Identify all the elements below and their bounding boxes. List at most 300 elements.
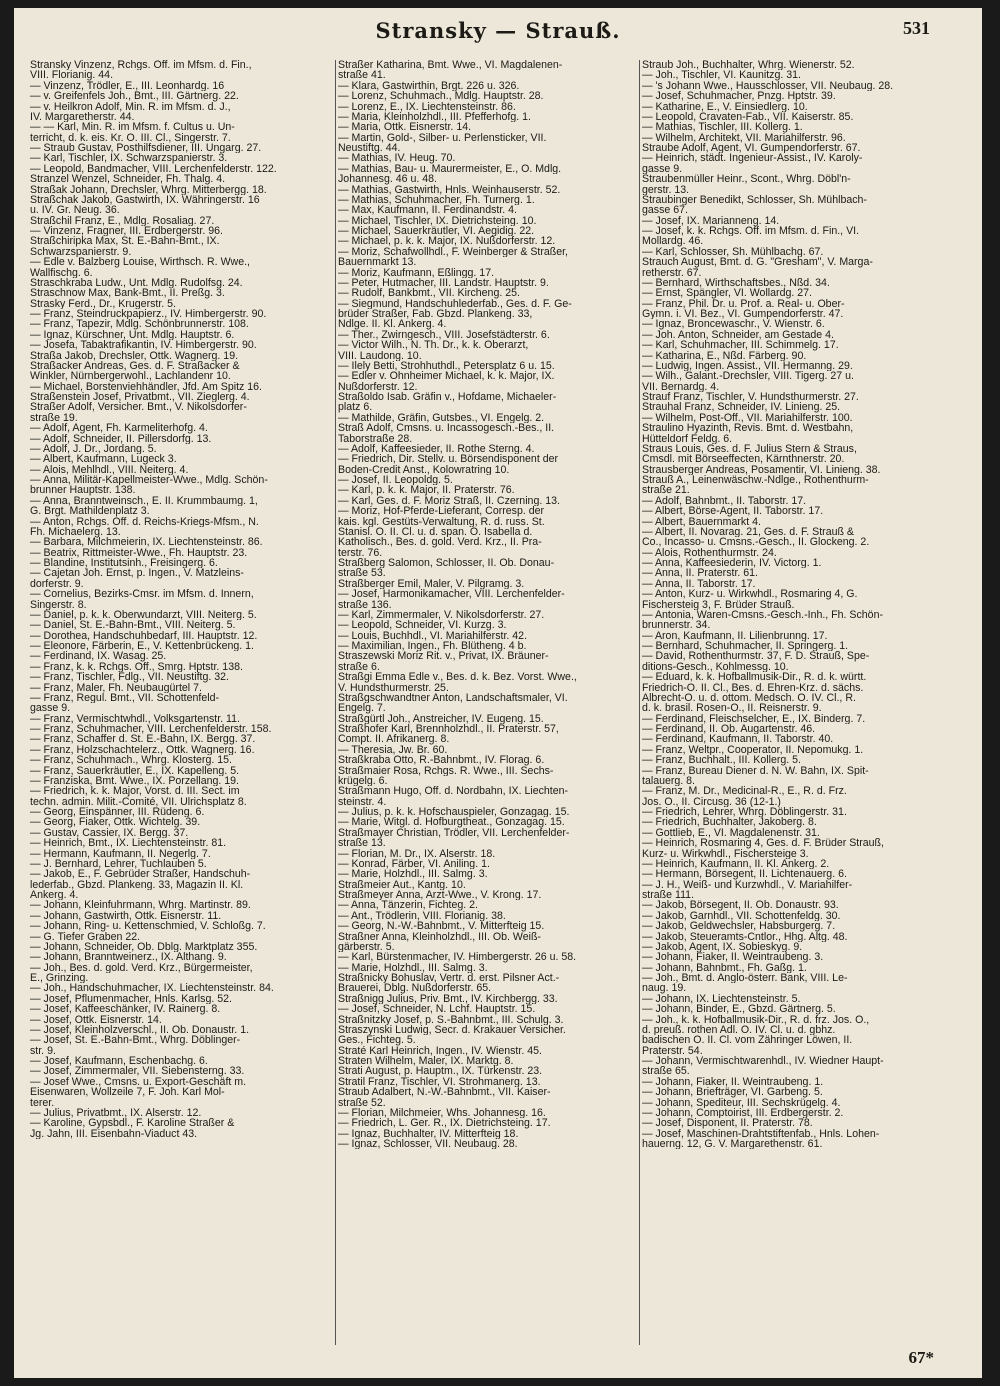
directory-entry-line: Winkler, Nürnbergerwohl., Lachlandenr 10. [30, 371, 231, 382]
directory-entry-line: Straßnicky Bohuslav, Vertr. d. erst. Pilsner Act.- [338, 973, 560, 984]
directory-entry-line: Straßak Johann, Drechsler, Whrg. Mitterbergg. 18. [30, 184, 267, 195]
directory-entry-line: — Albert, Börse-Agent, II. Taborstr. 17. [642, 506, 824, 517]
directory-entry-line: — Peter, Hutmacher, III. Landstr. Hauptstr. 9. [338, 277, 549, 289]
directory-entry-line: — Adolf, Schneider, II. Pillersdorfg. 13. [30, 433, 212, 444]
directory-entry-line: — Anna, II. Taborstr. 17. [642, 578, 756, 590]
directory-entry-line: E., Grinzing. [30, 973, 89, 984]
directory-entry-line: — Louis, Buchhdl., VI. Mariahilferstr. 42. [338, 630, 528, 641]
directory-entry-line: — Ignaz, Schlosser, VII. Neubaug. 28. [338, 1139, 518, 1150]
directory-entry-line: — Cajetan Joh. Ernst, p. Ingen., V. Matzleins- [30, 568, 244, 579]
directory-entry-line: — Marie, Witgl. d. Hofburgtheat., Gonzagag. 15. [338, 817, 565, 828]
directory-entry-line: — Blandine, Institutsinh., Freisingerg. 6. [30, 558, 218, 569]
directory-entry-line: Straßa Jakob, Drechsler, Ottk. Wagnerg. 19. [30, 350, 239, 361]
directory-entry-line: Fh. Michaelerg. 13. [30, 526, 121, 538]
directory-entry-line: dorferstr. 9. [30, 578, 84, 590]
directory-entry-line: — Josef, Kaufmann, Eschenbachg. 6. [30, 1056, 208, 1067]
directory-entry-line: — Jakob, Garnhdl., VII. Schottenfeldg. 30. [642, 910, 841, 922]
directory-entry-line: — Albert, II. Novarag. 21, Ges. d. F. Strauß & [642, 526, 854, 538]
directory-entry-line: — Jakob, Steueramts-Cntlor., Hhg. Altg. 48. [642, 931, 848, 942]
directory-entry-line: brunner Hauptstr. 138. [30, 485, 136, 496]
directory-column-2 [338, 60, 638, 1345]
directory-entry-line: Straszewski Moriz Rit. v., Privat, IX. Bräuner- [338, 651, 549, 662]
directory-entry-line: — Marie, Holzhdl., III. Salmg. 3. [338, 869, 488, 880]
sheet-signature: 67* [908, 1348, 934, 1367]
directory-entry-line: — Karl, Ges. d. F. Moriz Straß, II. Czerning. 13. [338, 495, 560, 507]
directory-entry-line: — Franz, Bureau Diener d. N. W. Bahn, IX. Spit- [642, 765, 869, 776]
directory-entry-line: — Franz, Regul. Bmt., VII. Schottenfeld- [30, 692, 219, 704]
directory-entry-line: — Mathias, Bau- u. Maurermeister, E., O. Mdlg. [338, 163, 562, 175]
directory-entry-line: — Edler v. Ohnheimer Michael, k. k. Major, IX. [338, 371, 555, 382]
directory-entry-line: — Franz, Schaffer d. St. E.-Bahn, IX. Bergg. 37. [30, 734, 256, 745]
directory-entry-line: Schwarzspanierstr. 9. [30, 246, 132, 258]
page-title: Stransky — Strauß. [375, 18, 621, 43]
directory-entry-line: Bauernmarkt 13. [338, 257, 417, 268]
directory-entry-line: — v. Greifenfels Joh., Bmt., III. Gärtnerg. 22. [30, 91, 239, 102]
directory-entry-line: Ankerg. 4. [30, 890, 79, 901]
directory-entry-line: Gymn. i. VI. Bez., VI. Gumpendorferstr. 47. [642, 309, 844, 320]
directory-entry-line: straße 111. [642, 890, 695, 901]
directory-entry-line: kais. kgl. Gestüts-Verwaltung, R. d. russ. St. [338, 516, 545, 527]
directory-entry-line: — Moriz, Hof-Pferde-Lieferant, Corresp. der [338, 506, 545, 517]
directory-entry-line: — Karl, Bürstenmacher, IV. Himbergerstr. 26 u. 58. [338, 952, 577, 963]
directory-entry-line: brüder Straßer, Fab. Gbzd. Plankeng. 33, [338, 309, 533, 320]
directory-entry-line: — Jakob, E., F. Gebrüder Straßer, Handschuh- [30, 869, 251, 880]
directory-entry-line: — Anton, Kurz- u. Wirkwhdl., Rosmaring 4, G. [642, 589, 858, 600]
directory-entry-line: — G. Tiefer Graben 22. [30, 931, 141, 942]
directory-entry-line: V. Hundsthurmerstr. 25. [338, 682, 449, 693]
directory-entry-line: — Karl, Tischler, IX. Schwarzspanierstr. 3. [30, 153, 228, 164]
directory-entry-line: — Daniel, p. k. k. Oberwundarzt, VIII. Neiterg. 5. [30, 609, 257, 621]
directory-entry-line: — Ignaz, Broncewaschr., V. Wienstr. 6. [642, 319, 825, 330]
directory-entry-line: terricht, d. k. eis. Kr. O. III. Cl., Singerstr. 7. [30, 132, 231, 143]
directory-entry-line: — Jakob, Agent, IX. Sobieskyg. 9. [642, 941, 803, 953]
directory-entry-line: — Marie, Holzhdl., III. Salmg. 3. [338, 962, 488, 973]
directory-entry-line: Straßner Anna, Kleinholzhdl., III. Ob. Weiß- [338, 931, 541, 942]
directory-entry-line: — Johann, Spediteur, III. Sechskrügelg. 4. [642, 1097, 841, 1108]
directory-entry-line: Straubinger Benedikt, Schlosser, Sh. Mühlbach- [642, 194, 867, 206]
directory-entry-line: — Katharina, E., Nßd. Färberg. 90. [642, 350, 807, 361]
directory-entry-line: Straulino Hyazinth, Revis. Bmt. d. Westbahn, [642, 423, 854, 434]
directory-entry-line: — Ferdinand, IX. Wasag. 25. [30, 651, 167, 662]
directory-entry-line: — Straub Gustav, Posthilfsdiener, III. Ungarg. 27. [30, 143, 262, 154]
directory-entry-line: steinstr. 4. [338, 796, 387, 807]
directory-entry-line: Singerstr. 8. [30, 599, 87, 610]
directory-entry-line: Jos. O., II. Circusg. 36 (12-1.) [642, 796, 781, 807]
directory-entry-line: — Adolf, Agent, Fh. Karmeliterhofg. 4. [30, 423, 208, 434]
directory-entry-line: str. 9. [30, 1045, 56, 1056]
page-header [14, 18, 982, 54]
directory-entry-line: Straßchiripka Max, St. E.-Bahn-Bmt., IX. [30, 236, 220, 247]
directory-entry-line: — Ant., Trödlerin, VIII. Florianig. 38. [338, 910, 506, 922]
directory-entry-line: Stransky Vinzenz, Rchgs. Off. im Mfsm. d. Fin., [30, 60, 252, 71]
directory-entry-line: — Josef, Maschinen-Drahtstiftenfab., Hnls. Lohen- [642, 1128, 880, 1139]
directory-entry-line: G. Brgt. Mathildenplatz 3. [30, 506, 150, 517]
directory-entry-line: — Josef, II. Leopoldg. 5. [338, 475, 453, 486]
directory-entry-line: — v. Heilkron Adolf, Min. R. im Mfsm. d. J., [30, 101, 231, 112]
directory-entry-line: — Rudolf, Bankbmt., VII. Kircheng. 25. [338, 288, 520, 299]
directory-entry-line: — Maximilian, Ingen., Fh. Blütheng. 4 b. [338, 641, 527, 652]
directory-entry-line: Straté Karl Heinrich, Ingen., IV. Wienstr. 45. [338, 1045, 542, 1056]
directory-entry-line: krügelg. 6. [338, 775, 388, 787]
directory-entry-line: Straßoldo Isab. Gräfin v., Hofdame, Michaeler- [338, 392, 557, 403]
directory-entry-line: — Johann, Briefträger, VI. Garbeng. 5. [642, 1087, 823, 1098]
directory-entry-line: — Gottlieb, E., VI. Magdalenenstr. 31. [642, 827, 820, 839]
directory-entry-line: — Karl, p. k. k. Major, II. Praterstr. 76. [338, 485, 515, 496]
directory-entry-line: — Joh. Anton, Schneider, am Gestade 4. [642, 329, 834, 341]
directory-entry-line: — Karl, Zimmermaler, V. Nikolsdorferstr. 27. [338, 609, 545, 621]
directory-entry-line: — Mathias, Tischler, III. Kollerg. 1. [642, 122, 803, 133]
directory-entry-line: — Vinzenz, Fragner, III. Erdbergerstr. 96. [30, 226, 223, 237]
directory-entry-line: Strauhal Franz, Schneider, IV. Linieng. 25. [642, 402, 841, 413]
directory-entry-line: Straschkraba Ludw., Unt. Mdlg. Rudolfsg. 24. [30, 277, 243, 289]
directory-entry-line: — Michael, Borstenviehhändler, Jfd. Am Spitz 16. [30, 381, 263, 392]
directory-entry-line: — Anna, Branntweinsch., E. II. Krummbaumg. 1, [30, 495, 258, 507]
directory-entry-line: — — Karl, Min. R. im Mfsm. f. Cultus u. Un- [30, 122, 235, 133]
directory-entry-line: — Moriz, Kaufmann, Eßlingg. 17. [338, 267, 495, 278]
directory-entry-line: — Ferdinand, II. Ob. Augartenstr. 46. [642, 724, 816, 735]
directory-entry-line: Brauerei, Dblg. Nußdorferstr. 65. [338, 983, 492, 994]
directory-entry-line: Straß Adolf, Cmsns. u. Incassogesch.-Bes., II. [338, 423, 555, 434]
directory-entry-line: — Maria, Ottk. Eisnerstr. 14. [338, 122, 472, 133]
directory-entry-line: — Josef, St. E.-Bahn-Bmt., Whrg. Döblinger- [30, 1035, 241, 1046]
directory-entry-line: Compt. II. Afrikanerg. 8. [338, 734, 450, 745]
directory-entry-line: — Eleonore, Färberin, E., V. Kettenbrückeng. 1. [30, 641, 254, 652]
directory-entry-line: — Franz, Phil. Dr. u. Prof. a. Real- u. Ober- [642, 298, 845, 309]
directory-entry-line: — Jakob, Geldwechsler, Habsburgerg. 7. [642, 921, 836, 932]
directory-entry-line: — Siegmund, Handschuhlederfab., Ges. d. F. Ge- [338, 298, 572, 309]
directory-entry-line: — Johann, Fiaker, II. Weintraubeng. 3. [642, 952, 824, 963]
directory-entry-line: platz 6. [338, 402, 373, 413]
directory-entry-line: — Ferdinand, Fleischselcher, E., IX. Binderg. 7. [642, 713, 866, 724]
directory-entry-line: Stanisl. O. II. Cl. u. d. span. O. Isabella d. [338, 526, 533, 538]
directory-entry-line: — Ferdinand, Kaufmann, II. Taborstr. 40. [642, 734, 834, 745]
directory-entry-line: — Johann, Ring- u. Kettenschmied, V. Schloßg. 7. [30, 921, 266, 932]
directory-entry-line: — Daniel, St. E.-Bahn-Bmt., VIII. Neiterg. 5. [30, 620, 236, 631]
directory-entry-line: straße 53. [338, 568, 386, 579]
directory-entry-line: — Victor Wilh., N. Th. Dr., k. k. Oberarzt, [338, 340, 529, 351]
directory-entry-line: — Franz, Vermischtwhdl., Volksgartenstr. 11. [30, 713, 240, 724]
directory-entry-line: — Bernhard, Schuhmacher, II. Springerg. 1. [642, 641, 849, 652]
directory-entry-line: d. k. brasil. Rosen-O., II. Reisnerstr. 9. [642, 703, 822, 714]
directory-entry-line: lederfab., Gbzd. Plankeng. 33, Magazin II. Kl. [30, 879, 244, 890]
directory-entry-line: — Josef, Kaffeeschänker, IV. Rainerg. 8. [30, 1004, 221, 1015]
directory-entry-line: Straub Adalbert, N.-W.-Bahnbmt., VII. Kaiser- [338, 1087, 551, 1098]
directory-entry-line: — Franz, Sauerkräutler, E., IX. Kapelleng. 5. [30, 765, 240, 776]
directory-entry-line: Straßmayer Christian, Trödler, VII. Lerchenfelder- [338, 827, 570, 839]
directory-entry-line: — Lorenz, E., IX. Liechtensteinstr. 86. [338, 101, 516, 112]
directory-entry-line: — Adolf, J. Dr., Jordang. 5. [30, 443, 157, 455]
directory-entry-line: — Friedrich, L. Ger. R., IX. Dietrichsteing. 17. [338, 1118, 551, 1129]
directory-entry-line: Strasky Ferd., Dr., Krugerstr. 5. [30, 298, 176, 309]
page-number: 531 [903, 18, 930, 38]
directory-entry-line: Johannesg. 46 u. 48. [338, 174, 437, 185]
directory-entry-line: — Anna, Tänzerin, Fichteg. 2. [338, 900, 478, 911]
directory-entry-line: Straßchil Franz, E., Mdlg. Rosaliag. 27. [30, 215, 215, 226]
directory-entry-line: gasse 9. [30, 703, 71, 714]
directory-entry-line: Katholisch., Bes. d. gold. Verd. Krz., II. Pra- [338, 537, 542, 548]
directory-entry-line: — Franz, Tapezir, Mdlg. Schönbrunnerstr. 108. [30, 319, 249, 330]
directory-entry-line: Straubenmüller Heinr., Scont., Whrg. Döbl'n- [642, 174, 851, 185]
directory-entry-line: Kurz- u. Wirkwhdl., Fischersteige 3. [642, 848, 809, 859]
directory-entry-line: — Maria, Kleinholzhdl., III. Pfefferhofg. 1. [338, 111, 531, 123]
directory-entry-line: — Johann, Vermischtwarenhdl., IV. Wiedner Haupt- [642, 1056, 884, 1067]
directory-entry-line: — J. Bernhard, Lehrer, Tuchlauben 5. [30, 858, 207, 870]
directory-entry-line: VIII. Laudong. 10. [338, 350, 422, 361]
directory-entry-line: Fischersteig 3, F. Brüder Strauß. [642, 599, 795, 610]
directory-entry-line: — Ludwig, Ingen. Assist., VII. Hermanng. 29. [642, 360, 853, 372]
directory-entry-line: straße 21. [642, 485, 690, 496]
directory-entry-line: — Franz, Holzschachtelerz., Ottk. Wagnerg. 16. [30, 744, 255, 756]
directory-entry-line: Neustiftg. 44. [338, 143, 401, 154]
directory-entry-line: — Max, Kaufmann, II. Ferdinandstr. 4. [338, 205, 517, 216]
directory-entry-line: — Johann, Branntweinerz., IX. Althang. 9. [30, 952, 227, 963]
directory-entry-line: Straßer Adolf, Versicher. Bmt., V. Nikolsdorfer- [30, 402, 247, 413]
directory-entry-line: — Alois, Mehlhdl., VIII. Neiterg. 4. [30, 464, 189, 475]
directory-entry-line: — Josef, Harmonikamacher, VIII. Lerchenfelder- [338, 589, 565, 600]
directory-entry-line: — Franz, k. k. Rchgs. Off., Smrg. Hptstr. 138. [30, 661, 243, 673]
directory-entry-line: straße 13. [338, 838, 386, 849]
directory-entry-line: straße 136. [338, 599, 392, 610]
directory-entry-line: — Vinzenz, Trödler, E., III. Leonhardg. 16 [30, 80, 225, 92]
directory-entry-line: VII. Bernardg. 4. [642, 381, 720, 392]
directory-entry-line: — Friedrich, Lehrer, Whrg. Döblingerstr. 31. [642, 807, 847, 818]
directory-entry-line: Ndlge. II. Kl. Ankerg. 4. [338, 319, 447, 330]
directory-entry-line: — Franziska, Bmt. Wwe., IX. Porzellang. 19. [30, 775, 239, 787]
directory-entry-line: — Hermann, Börsegent, II. Lichtenauerg. 6. [642, 869, 847, 880]
directory-entry-line: brunnerstr. 34. [642, 620, 711, 631]
directory-entry-line: Co., Incasso- u. Cmsns.-Gesch., II. Glockeng. 2. [642, 537, 870, 548]
directory-entry-line: — Edle v. Balzberg Louise, Wirthsch. R. Wwe., [30, 257, 250, 268]
directory-entry-line: — Johann, Gastwirth, Ottk. Eisnerstr. 11. [30, 910, 222, 922]
directory-entry-line: — Lorenz, Schuhmach., Mdlg. Hauptstr. 28. [338, 91, 544, 102]
directory-entry-line: — Josefa, Tabaktrafikantin, IV. Himbergerstr. 90. [30, 340, 257, 351]
directory-entry-line: ditions-Gesch., Kohlmessg. 10. [642, 661, 789, 673]
directory-entry-line: — Eduard, k. k. Hofballmusik-Dir., R. d. k. württ. [642, 672, 867, 683]
directory-entry-line: — Mathias, Gastwirth, Hnls. Weinhauserstr. 52. [338, 184, 561, 195]
directory-entry-line: — Karl, Schuhmacher, III. Schimmelg. 17. [642, 340, 839, 351]
directory-entry-line: — Ernst, Spängler, VI. Wollardg. 27. [642, 288, 812, 299]
directory-entry-line: — Johann, Kleinfuhrmann, Whrg. Martinstr. 89. [30, 900, 251, 911]
directory-entry-line: — Georg, Fiaker, Ottk. Wichtelg. 39. [30, 817, 201, 828]
directory-entry-line: — Adolf, Kaffeesieder, II. Rothe Sterng. 4. [338, 443, 535, 455]
directory-entry-line: Strauf Franz, Tischler, V. Hundsthurmerstr. 27. [642, 392, 859, 403]
directory-entry-line: — Julius, Privatbmt., IX. Alserstr. 12. [30, 1107, 202, 1119]
directory-entry-line: — Josef, k. k. Rchgs. Off. im Mfsm. d. Fin., VI. [642, 226, 860, 237]
directory-entry-line: — Friedrich, Buchhalter, Jakoberg. 8. [642, 817, 817, 828]
directory-entry-line: Hütteldorf Feldg. 6. [642, 433, 733, 444]
directory-entry-line: Taborstraße 28. [338, 433, 413, 444]
directory-entry-line: — Jakob, Börsegent, II. Ob. Donaustr. 93. [642, 900, 839, 911]
directory-entry-line: — Leopold, Schneider, VI. Kurzg. 3. [338, 620, 507, 631]
directory-entry-line: talauerg. 8. [642, 775, 696, 787]
directory-entry-line: — J. H., Weiß- und Kurzwhdl., V. Mariahilfer- [642, 879, 853, 890]
directory-entry-line: — Mathilde, Gräfin, Gutsbes., VI. Engelg. 2. [338, 412, 545, 424]
directory-entry-line: — Josef, Pflumenmacher, Hnls. Karlsg. 52. [30, 993, 232, 1005]
directory-entry-line: IV. Margaretherstr. 44. [30, 111, 135, 123]
directory-entry-line: — Michael, p. k. k. Major, IX. Nußdorferstr. 12. [338, 236, 556, 247]
directory-entry-line: — Josef Wwe., Cmsns. u. Export-Geschäft m. [30, 1076, 247, 1088]
directory-entry-line: — Antonia, Waren-Cmsns.-Gesch.-Inh., Fh. Schön- [642, 609, 883, 621]
directory-entry-line: u. IV. Gr. Neug. 36. [30, 205, 120, 216]
directory-entry-line: — Julius, p. k. k. Hofschauspieler, Gonzagag. 15. [338, 807, 570, 818]
directory-entry-line: — Ignaz, Buchhalter, IV. Mitterfteig 18. [338, 1128, 519, 1139]
directory-entry-line: Straßmaier Rosa, Rchgs. R. Wwe., III. Sechs- [338, 765, 554, 776]
directory-entry-line: — Franz, M. Dr., Medicinal-R., E., R. d. Frz. [642, 786, 847, 797]
directory-entry-line: terer. [30, 1097, 55, 1108]
directory-entry-line: terstr. 76. [338, 547, 383, 558]
directory-entry-line: — Ignaz, Kürschner, Unt. Mdlg. Hauptstr. 6. [30, 329, 235, 341]
directory-entry-line: — Franz, Tischler, Fdlg., VII. Neustiftg. 32. [30, 672, 229, 683]
directory-entry-line: gärberstr. 5. [338, 941, 395, 953]
directory-entry-line: techn. admin. Milit.-Comité, VII. Ulrichsplatz 8. [30, 796, 247, 807]
directory-entry-line: Ges., Fichteg. 5. [338, 1035, 416, 1046]
directory-entry-line: — Franz, Steindruckpapierz., IV. Himbergerstr. 90. [30, 309, 267, 320]
directory-entry-line: Straßacker Andreas, Ges. d. F. Straßacker & [30, 360, 240, 372]
directory-entry-line: — Josef, Disponent, II. Praterstr. 78. [642, 1118, 813, 1129]
directory-entry-line: — Joh., k. k. Hofballmusik-Dir., R. d. frz. Jos. O., [642, 1014, 870, 1025]
directory-entry-line: — Alois, Rothenthurmstr. 24. [642, 547, 777, 558]
directory-entry-line: — Albert, Bauernmarkt 4. [642, 516, 761, 527]
directory-entry-line: — Florian, M. Dr., IX. Alserstr. 18. [338, 848, 496, 859]
directory-entry-line: — Leopold, Bandmacher, VIII. Lerchenfelderstr. 122. [30, 163, 277, 175]
directory-column-3 [642, 60, 964, 1345]
directory-entry-line: Engelg. 7. [338, 703, 386, 714]
directory-entry-line: Straßgürtl Joh., Anstreicher, IV. Eugeng. 15. [338, 713, 544, 724]
directory-entry-line: badischen O. II. Cl. vom Zähringer Löwen, II. [642, 1035, 853, 1046]
directory-page [14, 8, 982, 1378]
directory-entry-line: — Ilely Betti, Strohhuthdl., Petersplatz 6 u. 15. [338, 360, 555, 372]
directory-entry-line: — Albert, Kaufmann, Lugeck 3. [30, 454, 177, 465]
directory-entry-line: — Michael, Sauerkräutler, VI. Aegidig. 22. [338, 226, 535, 237]
directory-entry-line: Straßberger Emil, Maler, V. Pilgramg. 3. [338, 578, 525, 590]
directory-entry-line: Straßgschwandtner Anton, Landschaftsmaler, VI. [338, 692, 568, 704]
directory-entry-line: — Leopold, Cravaten-Fab., VII. Kaiserstr. 85. [642, 111, 854, 123]
directory-entry-line: Straßmeier Aut., Kantg. 10. [338, 879, 466, 890]
directory-entry-line: — Josef, Schuhmacher, Pnzg. Hptstr. 39. [642, 91, 836, 102]
directory-entry-line: — Josef, IX. Marianneng. 14. [642, 215, 780, 226]
directory-entry-line: gerstr. 13. [642, 184, 690, 195]
directory-entry-line: Nußdorferstr. 12. [338, 381, 418, 392]
directory-entry-line: gasse 67. [642, 205, 688, 216]
directory-entry-line: Mollardg. 46. [642, 236, 704, 247]
directory-column-1 [30, 60, 336, 1345]
directory-entry-line: — Heinrich, Kaufmann, II. Kl. Ankerg. 2. [642, 858, 830, 870]
directory-entry-line: Straschnow Max, Bank-Bmt., II. Preßg. 3. [30, 288, 225, 299]
directory-entry-line: — Josef, Ottk. Eisnerstr. 14. [30, 1014, 162, 1025]
directory-entry-line: — Heinrich, städt. Ingenieur-Assist., IV. Karoly- [642, 153, 863, 164]
directory-entry-line: — Wilh., Galant.-Drechsler, VIII. Tigerg. 27 u. [642, 371, 854, 382]
directory-entry-line: — Wilhelm, Post-Off., VII. Mariahilferstr. 100. [642, 412, 853, 424]
directory-entry-line: — Johann, Fiaker, II. Weintraubeng. 1. [642, 1076, 824, 1088]
directory-entry-line: Stratil Franz, Tischler, VI. Strohmanerg. 13. [338, 1076, 541, 1088]
directory-entry-line: gasse 9. [642, 163, 683, 175]
directory-entry-line: Strausberger Andreas, Posamentir, VI. Linieng. 38. [642, 464, 881, 475]
directory-entry-line: — Josef, Schneider, N. Lchf. Hauptstr. 15. [338, 1004, 536, 1015]
directory-entry-line: — Joh., Tischler, VI. Kaunitzg. 31. [642, 70, 801, 81]
directory-entry-line: Straten Wilhelm, Maler, IX. Marktg. 8. [338, 1056, 514, 1067]
directory-entry-line: Strauch August, Bmt. d. G. "Gresham", V. Marga- [642, 257, 873, 268]
directory-entry-line: — Franz, Schuhmacher, VIII. Lerchenfelderstr. 158. [30, 724, 272, 735]
directory-entry-line: — Barbara, Milchmeierin, IX. Liechtensteinstr. 86. [30, 537, 263, 548]
directory-entry-line: — Cornelius, Bezirks-Cmsr. im Mfsm. d. Innern, [30, 589, 254, 600]
directory-entry-line: retherstr. 67. [642, 267, 702, 278]
directory-entry-line: Straßkraba Otto, R.-Bahnbmt., IV. Florag. 6. [338, 755, 545, 766]
directory-entry-line: — Heinrich, Bmt., IX. Liechtensteinstr. 81. [30, 838, 227, 849]
directory-entry-line: straße 65. [642, 1066, 690, 1077]
directory-entry-line: Straßmann Hugo, Off. d. Nordbahn, IX. Liechten- [338, 786, 569, 797]
directory-entry-line: Praterstr. 54. [642, 1045, 703, 1056]
directory-entry-line: straße 41. [338, 70, 386, 81]
directory-entry-line: Straszynski Ludwig, Secr. d. Krakauer Versicher. [338, 1024, 566, 1036]
directory-entry-line: — Johann, Binder, E., Gbzd. Gärtnerg. 5. [642, 1004, 836, 1015]
directory-entry-line: hauerng. 12, G. V. Margarethenstr. 61. [642, 1139, 823, 1150]
directory-entry-line: — Theresia, Jw. Br. 60. [338, 744, 448, 756]
directory-entry-line: — Johann, Comptoirist, III. Erdbergerstr. 2. [642, 1107, 844, 1119]
directory-entry-line: — Katharine, E., V. Einsiedlerg. 10. [642, 101, 808, 112]
directory-entry-line: — Anton, Rchgs. Off. d. Reichs-Kriegs-Mfsm., N. [30, 516, 259, 527]
directory-entry-line: Straßnitzky Josef, p. S.-Bahnbmt., III. Schulg. 3. [338, 1014, 564, 1025]
directory-entry-line: — Johann, Bahnbmt., Fh. Gaßg. 1. [642, 962, 807, 973]
directory-entry-line: — Johann, IX. Liechtensteinstr. 5. [642, 993, 801, 1005]
column-divider [639, 60, 640, 1345]
directory-entry-line: Straßgi Emma Edle v., Bes. d. k. Bez. Vorst. Wwe., [338, 672, 577, 683]
directory-entry-line: Friedrich-O. II. Cl., Bes. d. Ehren-Krz. d. sächs. [642, 682, 864, 693]
directory-entry-line: — Mathias, Schuhmacher, Fh. Turnerg. 1. [338, 194, 535, 206]
directory-entry-line: — Aron, Kaufmann, II. Lilienbrunng. 17. [642, 630, 828, 641]
directory-entry-line: VIII. Florianig. 44. [30, 70, 114, 81]
directory-entry-line: Straub Joh., Buchhalter, Whrg. Wienerstr. 52. [642, 60, 855, 71]
directory-entry-line: — Bernhard, Wirthschaftsbes., Nßd. 34. [642, 277, 830, 289]
directory-entry-line: — Josef, Kleinholzverschl., II. Ob. Donaustr. 1. [30, 1024, 250, 1036]
directory-entry-line: — Joh., Handschuhmacher, IX. Liechtensteinstr. 84. [30, 983, 274, 994]
directory-entry-line: — Adolf, Bahnbmt., II. Taborstr. 17. [642, 495, 807, 507]
directory-entry-line: Straßnigg Julius, Priv. Bmt., IV. Kirchbergg. 33. [338, 993, 558, 1005]
directory-entry-line: — Friedrich, k. k. Major, Vorst. d. III. Sect. im [30, 786, 240, 797]
directory-entry-line: — Karoline, Gypsbdl., F. Karoline Straßer & [30, 1118, 235, 1129]
directory-entry-line: — Wilhelm, Architekt, VII. Mariahilferstr. 96. [642, 132, 846, 143]
directory-entry-line: — Michael, Tischler, IX. Dietrichsteing. 10. [338, 215, 537, 226]
directory-entry-line: Jg. Jahn, III. Eisenbahn-Viaduct 43. [30, 1128, 198, 1139]
directory-entry-line: — Josef, Zimmermaler, VII. Siebensterng. 33. [30, 1066, 245, 1077]
directory-entry-line: — David, Rothenthurmstr. 37, F. D. Strauß, Spe- [642, 651, 870, 662]
directory-entry-line: — Georg, Einspänner, III. Rüdeng. 6. [30, 807, 205, 818]
directory-entry-line: — Mathias, IV. Heug. 70. [338, 153, 456, 164]
directory-entry-line: — Franz, Maler, Fh. Neubaugürtel 7. [30, 682, 202, 693]
directory-entry-line: — Johann, Schneider, Ob. Dblg. Marktplatz 355. [30, 941, 258, 953]
directory-entry-line: — Ther., Zwirngesch., VIII. Josefstädterstr. 6. [338, 329, 550, 341]
directory-entry-line: Strauß A., Leinenwäschw.-Ndlge., Rothenthurm- [642, 475, 869, 486]
directory-entry-line: Albrecht-O. u. d. ottom. Medsch. O. IV. Cl., R. [642, 692, 856, 704]
directory-entry-line: — Gustav, Cassier, IX. Bergg. 37. [30, 827, 189, 839]
directory-entry-line: — Joh., Bmt. d. Anglo-österr. Bank, VIII. Le- [642, 973, 848, 984]
directory-entry-line: naug. 19. [642, 983, 687, 994]
directory-entry-line: — Friedrich, Dir. Stellv. u. Börsendisponent der [338, 454, 559, 465]
directory-entry-line: — Anna, II. Praterstr. 61. [642, 568, 758, 579]
directory-entry-line: — Klara, Gastwirthin, Brgt. 226 u. 326. [338, 80, 520, 92]
directory-entry-line: Straßberg Salomon, Schlosser, II. Ob. Donau- [338, 558, 555, 569]
directory-entry-line: Straus Louis, Ges. d. F. Julius Stern & Straus, [642, 443, 857, 455]
directory-entry-line: — Anna, Militär-Kapellmeister-Wwe., Mdlg. Schön- [30, 475, 268, 486]
directory-entry-line: Eisenwaren, Wollzeile 7, F. Joh. Karl Mol- [30, 1087, 225, 1098]
directory-entry-line: Straßer Katharina, Bmt. Wwe., VI. Magdalenen- [338, 60, 563, 71]
directory-entry-line: Boden-Credit Anst., Kolowratring 10. [338, 464, 510, 475]
directory-entry-line: — Florian, Milchmeier, Whs. Johannesg. 16. [338, 1107, 546, 1119]
directory-entry-line: — Moriz, Schafwollhdl., F. Weinberger & Straßer, [338, 246, 569, 258]
directory-entry-line: — Konrad, Färber, VI. Aniling. 1. [338, 858, 490, 870]
directory-entry-line: straße 52. [338, 1097, 386, 1108]
directory-entry-line: — Heinrich, Rosmaring 4, Ges. d. F. Brüder Strauß, [642, 838, 884, 849]
directory-entry-line: straße 6. [338, 661, 380, 673]
